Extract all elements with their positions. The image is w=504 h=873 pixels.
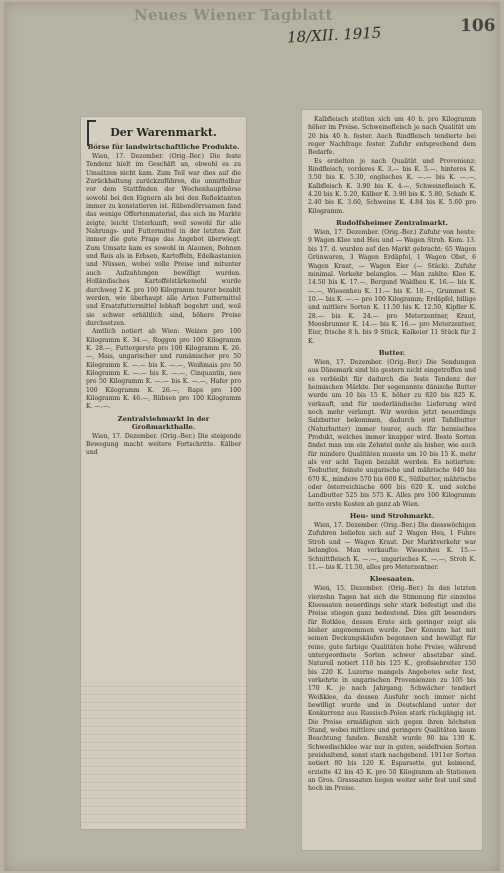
clip-ruled-lines [81, 679, 246, 829]
page-number: 106 [460, 16, 496, 36]
section-heading: Börse für landwirtschaftliche Produkte. [87, 143, 240, 151]
paragraph: Amtlich notiert ab Wien: Weizen pro 100 Kilogramm K. 34.—, Roggen pro 100 Kilogramm K. 28.—, Futtergerste pro 100 Kilogramm K. 26.—, Mais, ungarischer und rumänischer pro 50 Kilogramm K. —.— bis K. —.—, Weißmais pro 50 Kilogramm K. —.— bis K. —.—, Cinquantin, neu pro 50 Kilogramm K. —.— bis K. —.—, Hafer pro 100 Kilogramm K. 26.—, Raps pro 100 Kilogramm K. 46.—, Rübsen pro 100 Kilogramm K. —.—. [86, 328, 241, 411]
left-clipping [81, 117, 246, 829]
newspaper-title: Neues Wiener Tagblatt [134, 6, 333, 24]
section-heading: Rudolfsheimer Zentralmarkt. [336, 219, 448, 228]
paragraph: Wien, 17. Dezember. (Orig.-Ber.) Die feste Tendenz hielt im Geschäft an, obwohl es zu Umsätzen nicht kam. Zum Teil war dies auf die Zurückhaltung zurückzuführen, die unmittelbar vor dem Stattfinden der Wochenhauptbörse sowohl bei den Eignern als bei den Reflektanten immer zu konstatieren ist. Rübendörrsamen fand das wenige Offertenmaterial, das sich im Markte zeigte, leicht Unterkunft, weil sowohl für alle Nahrungs- und Futtermittel in der letzten Zeit immer die gute Frage das Angebot überwiegt. Zum Umsatz kam es sowohl in Alaunen, Bohnen und Reis als in Erbsen, Kartoffeln, Edelkastanien und Nüssen, wobei volle Preise und mitunter auch Aufzahlungen bewilligt wurden. Holländisches Kartoffelstärkemehl wurde durchweg 2 K. pro 100 Kilogramm teurer bezahlt werden, wie überhaupt alle Arten Futtermittel und Ersatzfuttermittel lebhaft begehrt und, weil sie schwer erhältlich sind, höhere Preise durchsetzen. [86, 153, 241, 327]
handwritten-date: 18/XII. 1915 [286, 23, 382, 47]
paragraph: Kalbfleisch stellten sich um 40 h. pro Kilogramm höher im Preise. Schweinefleisch je nach Qualität um 20 bis 40 h. fester. Auch Rindfleisch tendierte bei reger Nachfrage fester. Zufuhr entsprechend dem Bedarfe. [308, 116, 476, 157]
section-heading: Kleesaaten. [369, 575, 415, 584]
bracket-mark [87, 120, 96, 146]
paragraph: Wien, 17. Dezember. (Orig.-Ber.) Die diesswöchigen Zufuhren beliefen sich auf 2 Wagen Heu, 1 Fuhre Stroh und — Wagen Kraut. Der Marktverkehr war belanglos. Man verkaufte: Wiesenheu K. 15.— Schnittfleisch K. —.—, ungarisches K. —.—, Stroh K. 11.— bis K. 11.50, alles pro Meterzentner. [308, 522, 476, 571]
section-heading: Heu- und Strohmarkt. [349, 512, 435, 521]
paragraph: Wien, 17. Dezember. (Orig.-Ber.) Die Sendungen aus Dänemark sind bis gestern nicht eingetroffen und es verbleibt für dadurch die feste Tendenz der heimischen Märkte. Der sogenannte dänische Butter wurde um 10 bis 15 K. höher zu 820 bis 825 K. verkauft, und für niederländische Lieferung wird noch mehr verlangt. Wir werden jetzt neuerdings Salzbutter bekommen, dadurch wird Tafelbutter (Naturbutter) immer teurer, auch für heimisches Produkt, welches immer knapper wird. Beste Sorten findet man um ein Zehntel mehr als bisher, wie auch für mindere Qualitäten musste um 10 bis 15 K. mehr als vor acht Tagen bezahlt werden. Es notierten: Teebutter, feinste ungarische und mährische 640 bis 670 K., mindere 570 bis 600 K., Süßbutter, mährische oder österreichische 600 bis 620 K. und solche Landbutter 525 bis 575 K. Alles pro 100 Kilogramm netto erste Kosten ab ganz ab Wien. [308, 358, 476, 508]
paragraph: Wien, 17. Dezember. (Orig.-Ber.) Zufuhr von heute: 9 Wagen Klee und Heu und — Wagen Stroh. Kom. 13. bis 17. d. wurden auf den Markt gebracht: 65 Wagen Grünwaren, 3 Wagen Erdäpfel, 1 Wagen Obst, 6 Wagen Kraut, — Wagen Eier (— Stück). Zufuhr minimal. Verkehr belanglos. — Man zahlte: Klee K. 14.50 bis K. 17.—, Bergund Waldheu K. 16.— bis K. —.—, Wiesenheu K. 11.— bis K. 18.—, Grummet K. 10.— bis K. —.— pro 100 Kilogramm; Erdäpfel, billige und mittlere Sorten K. 11.50 bis K. 12.50, Kipfler K. 28.— bis K. 24.— pro Meterzentner, Kraut, Moosbrunner K. 14.— bis K. 16.— pro Meterzentner, Eier, frische 8 h. bis 9 Stück, Kalkeier 11 Stück für 2 K. [308, 229, 476, 345]
clip-title: Der Warenmarkt. [110, 126, 217, 139]
section-heading: Butter. [378, 348, 406, 357]
archive-sheet [4, 2, 500, 871]
section-heading: Zentralviehmarkt in der Großmarkthalle. [117, 414, 210, 431]
right-clipping [302, 110, 482, 850]
paragraph: Es erzielten je nach Qualität und Provenienz: Rindfleisch, vorderes K. 3.— bis K. 5.—, hinteres K. 3.50 bis K. 5.30, englisches K. —.— bis K. —.—, Kalbfleisch K. 3.90 bis K. 4.—, Schweinefleisch K. 4.20 bis K. 5.20, Kälber K. 3.90 bis K. 5.80, Schafe K. 2.40 bis K. 3.60, Schweine K. 4.84 bis K. 5.60 pro Kilogramm. [308, 157, 476, 215]
paragraph: Wien, 17. Dezember. (Orig.-Ber.) Die steigende Bewegung macht weitere Fortschritte. Kälber und [86, 432, 241, 457]
paragraph: Wien, 15. Dezember. (Orig.-Ber.) In den letzten vierzehn Tagen hat sich die Stimmung für einzelne Kleesaaten neuerdings sehr stark befestigt und die Preise stiegen ganz bedeutend. Dies gilt besonders für Rotklee, dessen Ernte sich geringer zeigt als bisher angenommen wurde. Der Konsum hat mit seinen Deckungskäufen begonnen und bewilligt für reine, gute farbige Qualitäten hohe Preise, während untergeordnete Sorten schwer absetzbar sind. Naturell notiert 110 bis 125 K., großsiebreiter 150 bis 220 K. Luzerne mangels Angebotes sehr fest, verkehrte in ungarischen Provenienzen zu 105 bis 170 K. je nach Jahrgang. Schwächer tendiert Weißklee, da dessen Ausfuhr noch immer nicht bewilligt wurde und in Deutschland unter der Konkurrenz aus Russisch-Polen stark rückgängig ist. Die Preise ermäßigten sich gegen ihren höchsten Stand, wobei mittlere und geringere Qualitäten kaum Beachtung fanden. Bezahlt wurde 90 bis 130 K. Schwedischklee war nur in guten, seidefreien Sorten preishaltend, sonst stark nachgebend. 1911er Sorten notiert 80 bis 120 K. Esparsette, gut keimend, erzielte 42 bis 45 K. pro 50 Kilogramm ab Stationen an Gros. Grassaaten liegen weiter sehr fest und sind hoch im Preise. [308, 585, 476, 793]
